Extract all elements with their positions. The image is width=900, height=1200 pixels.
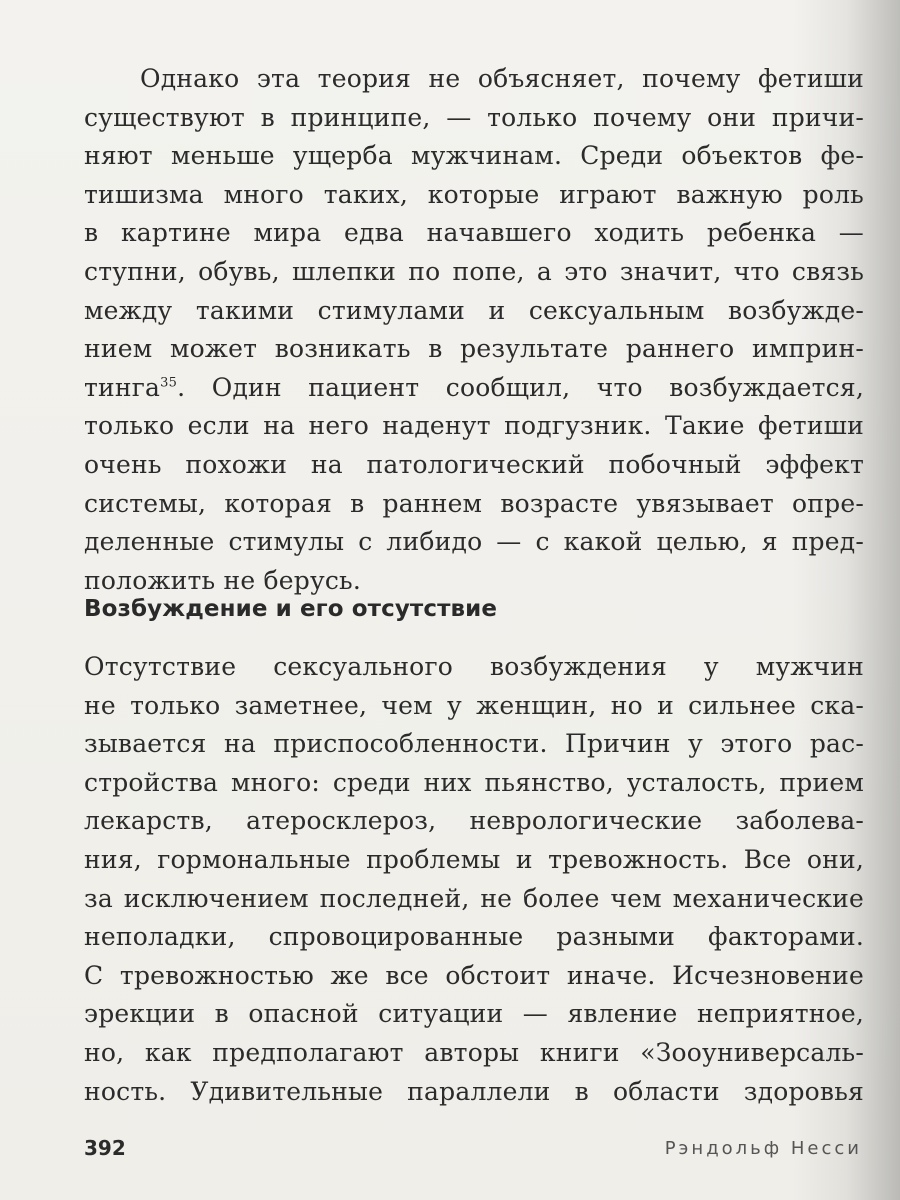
- text-line: ность. Удивительные параллели в области здоровья: [84, 1076, 864, 1106]
- text-line: С тревожностью же все обстоит иначе. Исчезновение: [84, 960, 864, 990]
- text-line: стройства много: среди них пьянство, усталость, прием: [84, 767, 864, 797]
- page-number: 392: [84, 1136, 126, 1160]
- text-line: лекарств, атеросклероз, неврологические заболева-: [84, 806, 864, 836]
- section-heading: Возбуждение и его отсутствие: [84, 596, 498, 622]
- text-line-with-footnote: [84, 369, 864, 408]
- text-line: ступни, обувь, шлепки по попе, а это значит, что связь: [84, 256, 864, 286]
- text-line: Однако эта теория не объясняет, почему фетиши: [140, 64, 864, 93]
- text-line: няют меньше ущерба мужчинам. Среди объектов фе-: [84, 141, 864, 171]
- text-line: очень похожи на патологический побочный эффект: [84, 449, 864, 479]
- text-line: но, как предполагают авторы книги «Зооуниверсаль-: [84, 1037, 864, 1067]
- text-line: неполадки, спровоцированные разными факторами.: [84, 922, 864, 952]
- text-line: зывается на приспособленности. Причин у этого рас-: [84, 729, 864, 759]
- text-line: в картине мира едва начавшего ходить ребенка —: [84, 218, 864, 248]
- text-line: системы, которая в раннем возрасте увязывает опре-: [84, 488, 864, 518]
- text-fragment: . Один пациент сообщил, что возбуждается,: [177, 372, 864, 402]
- text-line: тишизма много таких, которые играют важную роль: [84, 179, 864, 209]
- text-line: за исключением последней, не более чем механические: [84, 883, 864, 913]
- paragraph-2: [84, 648, 864, 1111]
- text-line: эрекции в опасной ситуации — явление неприятное,: [84, 999, 864, 1029]
- text-line: деленные стимулы с либидо — с какой целью, я пред-: [84, 527, 864, 557]
- text-line: только если на него наденут подгузник. Такие фетиши: [84, 411, 864, 441]
- text-line: между такими стимулами и сексуальным возбужде-: [84, 295, 864, 325]
- text-fragment: тинга: [84, 372, 161, 402]
- footnote-reference: 35: [160, 375, 178, 391]
- paragraph-1: [84, 60, 864, 600]
- running-head-author: Рэндольф Несси: [664, 1138, 862, 1159]
- text-line: ния, гормональные проблемы и тревожность. Все они,: [84, 844, 864, 874]
- text-line: не только заметнее, чем у женщин, но и сильнее ска-: [84, 690, 864, 720]
- text-line: существуют в принципе, — только почему они причи-: [84, 102, 864, 132]
- text-line: нием может возникать в результате раннего имприн-: [84, 334, 864, 364]
- text-line: Отсутствие сексуального возбуждения у мужчин: [84, 652, 864, 681]
- text-line: положить не берусь.: [84, 565, 362, 595]
